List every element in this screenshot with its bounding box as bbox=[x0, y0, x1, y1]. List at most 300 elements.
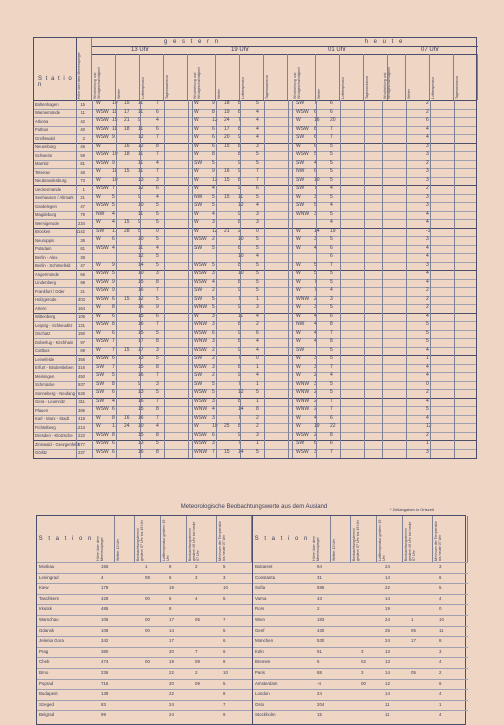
subcolumn-header: Lufttemperatur bbox=[340, 54, 364, 100]
cell-value: 2 bbox=[212, 372, 215, 378]
time-note: * Zeitangaben in Ortszeit bbox=[390, 507, 435, 512]
cell-value: 10 bbox=[238, 270, 244, 276]
cell-value: 2 bbox=[212, 355, 215, 361]
cell-value: 10 bbox=[138, 423, 144, 429]
cell-value: SW bbox=[296, 134, 305, 140]
cell-value: 4 bbox=[314, 244, 317, 251]
cell-value: WSW bbox=[96, 431, 109, 438]
cell-value: 5 bbox=[256, 100, 259, 106]
station-name: Marnitz bbox=[35, 161, 49, 166]
foreign-station-name: Bukarest bbox=[255, 564, 273, 569]
station-height: 45 bbox=[80, 144, 85, 149]
foreign-cell-value: 3 bbox=[439, 648, 442, 654]
cell-value: 7 bbox=[156, 151, 159, 157]
foreign-row bbox=[37, 636, 252, 646]
cell-value: 8 bbox=[238, 363, 241, 370]
cell-value: W bbox=[194, 176, 199, 183]
cell-value: 4 bbox=[156, 117, 159, 123]
cell-value: 8 bbox=[112, 414, 115, 421]
station-name: Schmücke bbox=[35, 382, 55, 387]
cell-value: WSW bbox=[194, 329, 207, 336]
subcolumn-header: Tagesminimum bbox=[454, 54, 478, 100]
station-name: Wittenberg bbox=[35, 314, 56, 319]
cell-value: 4 bbox=[212, 210, 215, 217]
cell-value: 12 bbox=[138, 295, 144, 302]
foreign-cell-value: 10 bbox=[223, 670, 228, 675]
cell-value: WSW bbox=[194, 363, 207, 370]
foreign-station-height: 5 bbox=[317, 659, 320, 665]
cell-value: 7 bbox=[156, 397, 159, 404]
cell-value: 12 bbox=[138, 142, 144, 149]
cell-value: 6 bbox=[156, 108, 159, 115]
cell-value: 5 bbox=[330, 168, 333, 174]
cell-value: 3 bbox=[212, 338, 215, 344]
foreign-cell-value: 24 bbox=[385, 564, 390, 569]
column-divider bbox=[192, 100, 193, 458]
cell-value: 5 bbox=[212, 389, 215, 395]
cell-value: 4 bbox=[426, 312, 429, 319]
cell-value: 16 bbox=[124, 142, 130, 149]
station-height: 38 bbox=[80, 237, 85, 243]
cell-value: 2 bbox=[314, 295, 317, 302]
foreign-station-name: Amsterdam bbox=[255, 680, 278, 686]
cell-value: 16 bbox=[138, 287, 144, 293]
foreign-cell-value: 5 bbox=[439, 585, 442, 591]
cell-value: 6 bbox=[212, 125, 215, 132]
station-name: Leipzig - Schkeuditz bbox=[35, 322, 73, 328]
station-name: Dresden - Klotzsche bbox=[35, 433, 73, 438]
foreign-cell-value: 11 bbox=[385, 701, 390, 707]
subcolumn-header: Wetter bbox=[116, 54, 140, 100]
station-height: 237 bbox=[78, 450, 85, 455]
foreign-row bbox=[37, 679, 252, 689]
foreign-cell-value: 09 bbox=[195, 659, 200, 665]
station-name: Warnemünde bbox=[35, 110, 60, 115]
cell-value: 2 bbox=[212, 236, 215, 242]
cell-value: 4 bbox=[426, 363, 429, 370]
cell-value: 3 bbox=[426, 261, 429, 268]
cell-value: 8 bbox=[212, 151, 215, 157]
cell-value: 3 bbox=[426, 151, 429, 157]
column-divider bbox=[188, 100, 189, 458]
foreign-cell-value: 8 bbox=[223, 691, 226, 697]
cell-value: 6 bbox=[330, 414, 333, 421]
cell-value: 8 bbox=[238, 108, 241, 115]
cell-value: 25 bbox=[224, 423, 230, 429]
cell-value: 8 bbox=[314, 125, 317, 132]
cell-value: 4 bbox=[112, 397, 115, 404]
cell-value: 3 bbox=[314, 355, 317, 361]
foreign-cell-value: 4 bbox=[439, 659, 442, 665]
time-group-01: 01 Uhr bbox=[327, 47, 346, 53]
cell-value: 6 bbox=[112, 406, 115, 412]
cell-value: W bbox=[296, 338, 301, 344]
cell-value: SW bbox=[194, 295, 203, 302]
cell-value: 9 bbox=[112, 134, 115, 140]
cell-value: 9 bbox=[238, 304, 241, 310]
foreign-cell-value: 6 bbox=[223, 648, 226, 654]
height-header: Höhe über dem Meeresspiegel bbox=[76, 38, 92, 100]
cell-value: 15 bbox=[224, 142, 230, 149]
station-header: S t a t i o n bbox=[34, 38, 77, 100]
cell-value: 12 bbox=[138, 185, 144, 191]
cell-value: 10 bbox=[138, 202, 144, 208]
cell-value: 2 bbox=[238, 227, 241, 234]
foreign-cell-value: 24 bbox=[385, 617, 390, 622]
foreign-row bbox=[253, 668, 468, 678]
cell-value: 5 bbox=[256, 193, 259, 200]
foreign-cell-value: 17 bbox=[411, 638, 416, 644]
station-name: Ueckermünde bbox=[35, 186, 62, 192]
station-name: Görlitz bbox=[35, 450, 48, 455]
cell-value: 4 bbox=[330, 202, 333, 208]
foreign-column-header: Beobachtungstermin gestern 19 Uhr bis heute 07 Uhr bbox=[403, 516, 433, 562]
foreign-cell-value: 4 bbox=[195, 595, 198, 601]
foreign-cell-value: 7 bbox=[195, 648, 198, 654]
cell-value: 3 bbox=[212, 397, 215, 404]
foreign-cell-value: 4 bbox=[439, 595, 442, 601]
cell-value: 21 bbox=[124, 117, 130, 123]
foreign-column-header: Beobachtungstermin gestern 07 Uhr bis 19 Uhr bbox=[351, 516, 377, 562]
foreign-station-name: Varna bbox=[255, 595, 267, 601]
foreign-cell-value: 4 bbox=[439, 712, 442, 718]
station-name: Gardelegen bbox=[35, 203, 57, 209]
foreign-cell-value: 17 bbox=[169, 638, 174, 644]
cell-value: W bbox=[296, 363, 301, 370]
cell-value: 1 bbox=[256, 440, 259, 446]
cell-value: 4 bbox=[426, 125, 429, 132]
cell-value: 0 bbox=[256, 355, 259, 361]
cell-value: 24 bbox=[224, 117, 230, 123]
cell-value: 7 bbox=[112, 338, 115, 344]
cell-value: WSW bbox=[296, 448, 309, 455]
foreign-row bbox=[253, 594, 468, 604]
cell-value: WSW bbox=[194, 261, 207, 268]
cell-value: 5 bbox=[330, 193, 333, 200]
cell-value: 5 bbox=[112, 270, 115, 276]
cell-value: 9 bbox=[156, 304, 159, 310]
cell-value: 5 bbox=[314, 202, 317, 208]
foreign-row bbox=[37, 689, 252, 699]
cell-value: 5 bbox=[330, 236, 333, 242]
cell-value: 16 bbox=[138, 397, 144, 404]
cell-value: 4 bbox=[314, 159, 317, 166]
station-name: Holzgerode bbox=[35, 297, 57, 302]
cell-value: SW bbox=[194, 372, 203, 378]
foreign-cell-value: 0 bbox=[439, 606, 442, 612]
foreign-station-name: Jelenia Gora bbox=[39, 638, 64, 644]
foreign-station-name: Irkutsk bbox=[39, 606, 52, 612]
cell-value: 6 bbox=[314, 142, 317, 149]
station-name: Sonneberg - Neufang bbox=[35, 390, 76, 396]
foreign-row bbox=[253, 604, 468, 614]
station-height: 450 bbox=[78, 373, 85, 379]
cell-value: 4 bbox=[112, 219, 115, 225]
foreign-column-header: Höhe über dem Meeresspiegel bbox=[311, 516, 331, 562]
foreign-cell-value: 19 bbox=[169, 585, 174, 591]
station-height: 418 bbox=[78, 416, 85, 421]
station-height: 131 bbox=[78, 322, 85, 328]
cell-value: 5 bbox=[156, 202, 159, 208]
cell-value: 3 bbox=[426, 448, 429, 455]
cell-value: 9 bbox=[238, 210, 241, 217]
station-height: 937 bbox=[78, 382, 85, 387]
cell-value: W bbox=[96, 423, 101, 429]
subcolumn-header: Wetter bbox=[316, 54, 340, 100]
cell-value: 7 bbox=[330, 125, 333, 132]
cell-value: 9 bbox=[238, 346, 241, 353]
foreign-station-height: 139 bbox=[101, 691, 109, 697]
cell-value: 6 bbox=[330, 312, 333, 319]
foreign-station-name: Stockholm bbox=[255, 712, 276, 718]
cell-value: 2 bbox=[314, 397, 317, 404]
cell-value: SW bbox=[96, 397, 105, 404]
cell-value: SW bbox=[194, 380, 203, 387]
cell-value: 11 bbox=[112, 108, 118, 115]
cell-value: 10 bbox=[112, 100, 118, 106]
cell-value: W bbox=[194, 100, 199, 106]
cell-value: 7 bbox=[156, 168, 159, 174]
foreign-station-height: 94 bbox=[317, 564, 322, 569]
cell-value: 11 bbox=[238, 312, 244, 319]
cell-value: 2 bbox=[426, 159, 429, 166]
foreign-station-height: 474 bbox=[101, 659, 109, 665]
cell-value: 5 bbox=[112, 202, 115, 208]
station-header: S t a t i o n bbox=[38, 536, 94, 542]
foreign-row bbox=[37, 668, 252, 678]
cell-value: W bbox=[296, 244, 301, 251]
cell-value: WSW bbox=[296, 125, 309, 132]
foreign-cell-value: 05 bbox=[411, 627, 416, 633]
foreign-weather-table bbox=[36, 515, 466, 725]
cell-value: 6 bbox=[330, 244, 333, 251]
cell-value: 14 bbox=[238, 448, 244, 455]
cell-value: 6 bbox=[314, 108, 317, 115]
cell-value: WSW bbox=[96, 278, 109, 285]
station-height: 1142 bbox=[75, 229, 85, 234]
cell-value: W bbox=[96, 329, 101, 336]
cell-value: 15 bbox=[138, 363, 144, 370]
foreign-row bbox=[253, 615, 468, 625]
cell-value: WSW bbox=[96, 202, 109, 208]
cell-value: 3 bbox=[426, 236, 429, 242]
cell-value: WSW bbox=[96, 134, 109, 140]
cell-value: W bbox=[296, 236, 301, 242]
cell-value: -1 bbox=[426, 227, 431, 234]
subcolumn-header: Wetter bbox=[406, 54, 430, 100]
foreign-station-height: 24 bbox=[317, 691, 322, 697]
station-name: Zinnwald - Georgenfeld bbox=[35, 441, 79, 447]
subcolumn-header: Windrichtung und Windgeschwindigkeit bbox=[92, 54, 116, 100]
foreign-cell-value: 7 bbox=[223, 617, 226, 622]
cell-value: 2 bbox=[256, 321, 259, 327]
cell-value: 3 bbox=[314, 236, 317, 242]
cell-value: 1 bbox=[256, 397, 259, 404]
cell-value: 8 bbox=[112, 380, 115, 387]
cell-value: WSW bbox=[96, 355, 109, 361]
cell-value: 5 bbox=[256, 287, 259, 293]
station-height: 222 bbox=[78, 433, 85, 438]
foreign-cell-value: 10 bbox=[223, 585, 228, 591]
cell-value: SW bbox=[296, 202, 305, 208]
station-name: Neuruppin bbox=[35, 237, 55, 243]
cell-value: 3 bbox=[156, 176, 159, 183]
cell-value: WSW bbox=[296, 151, 309, 157]
cell-value: 8 bbox=[112, 321, 115, 327]
cell-value: 10 bbox=[138, 236, 144, 242]
cell-value: 2 bbox=[256, 423, 259, 429]
foreign-cell-value: 8 bbox=[169, 606, 172, 612]
station-name: Neuenburg bbox=[35, 144, 56, 149]
cell-value: 9 bbox=[238, 287, 241, 293]
cell-value: 3 bbox=[256, 219, 259, 225]
cell-value: 4 bbox=[314, 338, 317, 344]
cell-value: 5 bbox=[156, 440, 159, 446]
cell-value: 4 bbox=[256, 108, 259, 115]
cell-value: 4 bbox=[426, 244, 429, 251]
cell-value: WNW bbox=[296, 389, 310, 395]
foreign-station-name: Constanta bbox=[255, 574, 276, 580]
cell-value: 5 bbox=[256, 159, 259, 166]
cell-value: 15 bbox=[138, 312, 144, 319]
cell-value: 7 bbox=[238, 355, 241, 361]
cell-value: 3 bbox=[256, 304, 259, 310]
cell-value: 6 bbox=[112, 440, 115, 446]
cell-value: 2 bbox=[426, 304, 429, 310]
cell-value: 13 bbox=[138, 389, 144, 395]
cell-value: SW bbox=[194, 159, 203, 166]
cell-value: 5 bbox=[156, 253, 159, 259]
cell-value: 8 bbox=[156, 431, 159, 438]
foreign-row bbox=[37, 710, 252, 720]
cell-value: 11 bbox=[138, 108, 144, 115]
cell-value: W bbox=[194, 227, 199, 234]
cell-value: W bbox=[296, 142, 301, 149]
time-group-13: 13 Uhr bbox=[130, 47, 149, 53]
cell-value: 5 bbox=[156, 236, 159, 242]
cell-value: 4 bbox=[330, 287, 333, 293]
foreign-station-name: Gdansk bbox=[39, 627, 55, 633]
foreign-cell-value: 3 bbox=[439, 564, 442, 569]
cell-value: 17 bbox=[224, 125, 230, 132]
cell-value: 5 bbox=[256, 270, 259, 276]
cell-value: SW bbox=[96, 363, 105, 370]
foreign-cell-value: 9 bbox=[223, 712, 226, 718]
cell-value: 5 bbox=[256, 244, 259, 251]
cell-value: 4 bbox=[314, 329, 317, 336]
cell-value: 3 bbox=[212, 363, 215, 370]
foreign-station-name: Poprad bbox=[39, 680, 54, 686]
cell-value: 14 bbox=[238, 406, 244, 412]
cell-value: 19 bbox=[224, 108, 230, 115]
cell-value: W bbox=[296, 270, 301, 276]
foreign-cell-value: 8 bbox=[439, 638, 442, 644]
foreign-station-name: Leningrad bbox=[39, 574, 59, 580]
cell-value: 5 bbox=[156, 355, 159, 361]
cell-value: 6 bbox=[112, 236, 115, 242]
foreign-station-height: 179 bbox=[101, 585, 109, 591]
foreign-cell-value: 3 bbox=[195, 574, 198, 580]
cell-value: 10 bbox=[238, 236, 244, 242]
cell-value: 3 bbox=[314, 448, 317, 455]
cell-value: 1 bbox=[256, 380, 259, 387]
cell-value: W bbox=[96, 176, 101, 183]
cell-value: 4 bbox=[156, 159, 159, 166]
cell-value: 4 bbox=[212, 278, 215, 285]
cell-value: 4 bbox=[212, 185, 215, 191]
cell-value: 3 bbox=[426, 142, 429, 149]
cell-value: 3 bbox=[212, 440, 215, 446]
cell-value: 7 bbox=[238, 117, 241, 123]
cell-value: WSW bbox=[96, 108, 109, 115]
cell-value: WNW bbox=[194, 406, 208, 412]
foreign-station-height: 430 bbox=[317, 627, 325, 633]
cell-value: SW bbox=[194, 355, 203, 361]
cell-value: 5 bbox=[256, 448, 259, 455]
cell-value: 5 bbox=[256, 278, 259, 285]
foreign-station-height: 716 bbox=[101, 680, 109, 686]
cell-value: W bbox=[194, 125, 199, 132]
cell-value: 7 bbox=[314, 287, 317, 293]
cell-value: WSW bbox=[194, 270, 207, 276]
foreign-column-header: Lufttemperatur gestern 19 Uhr bbox=[161, 516, 187, 562]
cell-value: 10 bbox=[314, 176, 320, 183]
cell-value: W bbox=[96, 312, 101, 319]
cell-value: 4 bbox=[256, 338, 259, 344]
station-name: Artern bbox=[35, 305, 47, 311]
foreign-station-height: 88 bbox=[317, 670, 322, 675]
foreign-row bbox=[253, 689, 468, 699]
cell-value: 3 bbox=[212, 321, 215, 327]
cell-value: 22 bbox=[330, 423, 336, 429]
station-height: 73 bbox=[80, 178, 85, 183]
cell-value: 8 bbox=[212, 108, 215, 115]
cell-value: 17 bbox=[112, 227, 118, 234]
foreign-station-height: 108 bbox=[101, 627, 109, 633]
cell-value: 15 bbox=[124, 346, 130, 353]
cell-value: 3 bbox=[212, 312, 215, 319]
foreign-station-height: 204 bbox=[317, 701, 325, 707]
cell-value: 5 bbox=[256, 236, 259, 242]
foreign-cell-value: 6 bbox=[439, 680, 442, 686]
foreign-cell-value: 20 bbox=[169, 648, 174, 654]
cell-value: 7 bbox=[238, 380, 241, 387]
subcolumn-header: Wetter bbox=[216, 54, 240, 100]
station-height: 46 bbox=[80, 169, 85, 175]
cell-value: 14 bbox=[314, 227, 320, 234]
cell-value: W bbox=[194, 210, 199, 217]
cell-value: 2 bbox=[426, 389, 429, 395]
station-name: Neubrandenburg bbox=[35, 178, 67, 183]
cell-value: 4 bbox=[256, 346, 259, 353]
station-height: 21 bbox=[80, 195, 85, 200]
station-name: Frankfurt / Oder bbox=[35, 288, 65, 294]
station-height: 69 bbox=[80, 348, 85, 353]
foreign-station-name: Bremen bbox=[255, 659, 271, 665]
foreign-station-height: 15 bbox=[317, 712, 322, 718]
station-name: Schwerin bbox=[35, 152, 53, 158]
cell-value: 6 bbox=[314, 134, 317, 140]
foreign-station-height: 106 bbox=[101, 617, 109, 622]
cell-value: 9 bbox=[238, 134, 241, 140]
cell-value: 16 bbox=[138, 304, 144, 310]
foreign-cell-value: 00 bbox=[145, 627, 150, 633]
foreign-station-name: Kiew bbox=[39, 585, 49, 591]
cell-value: 5 bbox=[426, 321, 429, 327]
station-name: Angermünde bbox=[35, 271, 59, 277]
cell-value: 14 bbox=[138, 261, 144, 268]
station-name: Berlin - Alex. bbox=[35, 254, 59, 260]
